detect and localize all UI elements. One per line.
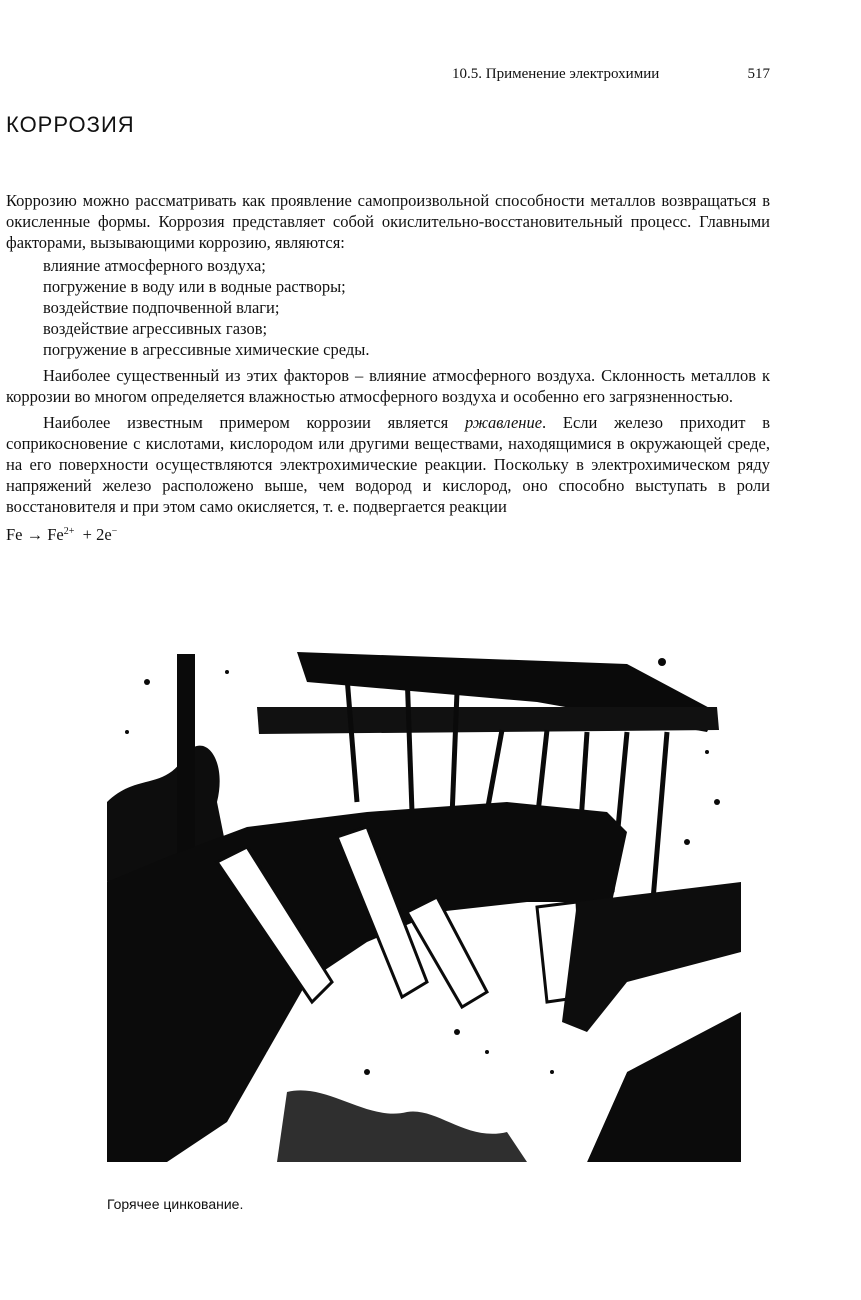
factor-item: погружение в воду или в водные растворы; bbox=[43, 277, 346, 296]
rusting-text-after: . Если железо приходит в соприкосновение с кислотами, кислородом или другими веществами, находящимися в окружающей среде, на его поверхности осуществляются электрохимические реакции. Поскольку в электрохимическом ряду напряжений железо расположено выше, чем водород и кислород, оно способно выступать в роли восстановителя и при этом само окисляется, т. е. подвергается реакции bbox=[6, 413, 771, 516]
rusting-text-before: Наиболее известным примером коррозии является bbox=[43, 413, 465, 432]
factor-item: воздействие подпочвенной влаги; bbox=[43, 298, 280, 317]
factor-item: воздействие агрессивных газов; bbox=[43, 319, 268, 338]
page-number: 517 bbox=[747, 66, 770, 82]
oxidation-equation bbox=[6, 521, 770, 545]
equation-product: Fe bbox=[47, 525, 64, 544]
equation-electrons: 2e bbox=[96, 525, 112, 544]
factor-list bbox=[6, 255, 770, 360]
factor-item: влияние атмосферного воздуха; bbox=[43, 256, 266, 275]
equation-arrow: → bbox=[26, 525, 44, 544]
figure-caption: Горячее цинкование. bbox=[107, 1196, 244, 1212]
body-text bbox=[6, 190, 770, 545]
factor-item: погружение в агрессивные химические среды. bbox=[43, 340, 370, 359]
hot-dip-galvanizing-photo bbox=[107, 652, 741, 1162]
rusting-term: ржавление bbox=[464, 413, 543, 432]
equation-reactant: Fe bbox=[6, 525, 23, 544]
photo-illustration bbox=[107, 652, 741, 1162]
running-header bbox=[452, 66, 770, 83]
equation-electron-charge: − bbox=[111, 526, 118, 537]
paragraph-rusting bbox=[6, 412, 770, 517]
paragraph-atmosphere: Наиболее существенный из этих факторов – влияние атмосферного воздуха. Склонность металлов к коррозии во многом определяется влажностью атмосферного воздуха и особенно его загрязненностью. bbox=[6, 366, 770, 406]
running-header-section: 10.5. Применение электрохимии bbox=[452, 66, 660, 82]
equation-charge: 2+ bbox=[63, 526, 75, 537]
equation-plus: + bbox=[82, 525, 92, 544]
intro-paragraph: Коррозию можно рассматривать как проявление самопроизвольной способности металлов возвращаться в окисленные формы. Коррозия представляет собой окислительно-восстановительный процесс. Главными факторами, вызывающими коррозию, являются: bbox=[6, 191, 770, 252]
section-title: КОРРОЗИЯ bbox=[6, 112, 135, 137]
